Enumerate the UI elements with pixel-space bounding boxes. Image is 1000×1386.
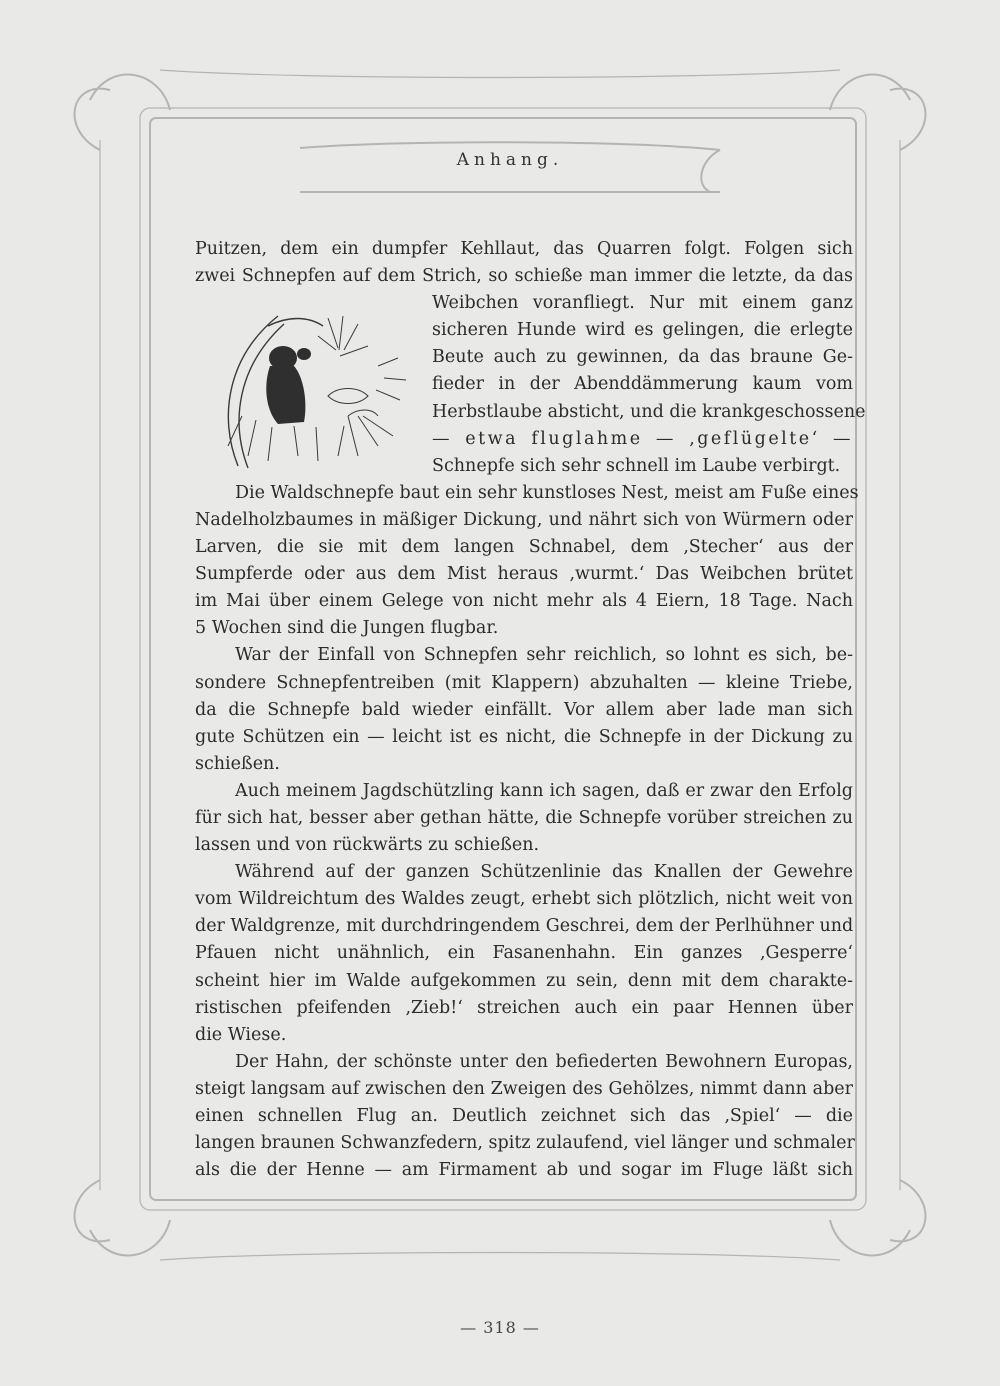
text-line: sondere Schnepfentreiben (mit Klappern) abzuhalten — kleine Triebe, [195,672,853,693]
text-line: Während auf der ganzen Schützenlinie das Knallen der Gewehre [235,862,853,883]
text-line: schießen. [195,753,280,774]
text-line: Beute auch zu gewinnen, da das braune Ge- [432,347,853,368]
text-line: langen braunen Schwanzfedern, spitz zulaufend, viel länger und schmaler [195,1133,855,1154]
text-line: Weibchen voranfliegt. Nur mit einem ganz [432,293,853,314]
text-line: Puitzen, dem ein dumpfer Kehllaut, das Quarren folgt. Folgen sich [195,239,853,259]
text-line: Auch meinem Jagdschützling kann ich sagen, daß er zwar den Erfolg [235,780,853,801]
text-line: Sumpferde oder aus dem Mist heraus ‚wurmt.‘ Das Weibchen brütet [195,564,853,585]
text-line: da die Schnepfe bald wieder einfällt. Vor allem aber lade man sich [195,699,853,720]
text-line: lassen und von rückwärts zu schießen. [195,835,540,856]
text-line: als die der Henne — am Firmament ab und sogar im Fluge läßt sich [195,1160,853,1181]
text-line: einen schnellen Flug an. Deutlich zeichnet sich das ‚Spiel‘ — die [195,1106,853,1126]
text-line: der Waldgrenze, mit durchdringendem Geschrei, dem der Perlhühner und [195,916,854,937]
text-line: Pfauen nicht unähnlich, ein Fasanenhahn. Ein ganzes ‚Gesperre‘ [195,943,853,964]
text-line: fieder in der Abenddämmerung kaum vom [432,374,853,395]
text-line: — etwa fluglahme — ‚geflügelte‘ — [432,428,853,449]
page-number: — 318 — [460,1318,540,1337]
text-line: steigt langsam auf zwischen den Zweigen des Gehölzes, nimmt dann aber [195,1078,853,1099]
text-line: zwei Schnepfen auf dem Strich, so schieße man immer die letzte, da das [195,266,853,287]
text-line: Die Waldschnepfe baut ein sehr kunstloses Nest, meist am Fuße eines [235,482,859,503]
text-line: War der Einfall von Schnepfen sehr reichlich, so lohnt es sich, be- [235,645,853,666]
text-line: Nadelholzbaumes in mäßiger Dickung, und nährt sich von Würmern oder [195,509,853,530]
text-line: für sich hat, besser aber gethan hätte, die Schnepfe vorüber streichen zu [195,807,853,828]
text-line: gute Schützen ein — leicht ist es nicht, die Schnepfe in der Dickung zu [195,726,853,747]
text-line: 5 Wochen sind die Jungen flugbar. [195,618,499,639]
text-line: sicheren Hunde wird es gelingen, die erlegte [432,320,853,341]
text-line: im Mai über einem Gelege von nicht mehr als 4 Eiern, 18 Tage. Nach [195,591,853,612]
text-line: scheint hier im Walde aufgekommen zu sein, denn mit dem charakte- [195,970,853,991]
text-line: Larven, die sie mit dem langen Schnabel, dem ‚Stecher‘ aus der [195,537,853,558]
text-line: Schnepfe sich sehr schnell im Laube verbirgt. [432,455,841,476]
running-header: Anhang. [456,150,564,170]
text-line: Der Hahn, der schönste unter den befiederten Bewohnern Europas, [235,1051,853,1072]
text-line: die Wiese. [195,1024,287,1045]
text-line: Herbstlaube absticht, und die krankgeschossene [432,401,866,422]
text-line: ristischen pfeifenden ‚Zieb!‘ streichen auch ein paar Hennen über [195,997,853,1018]
text-line: vom Wildreichtum des Waldes zeugt, erhebt sich plötzlich, nicht weit von [195,889,853,910]
body-text [195,236,866,1184]
